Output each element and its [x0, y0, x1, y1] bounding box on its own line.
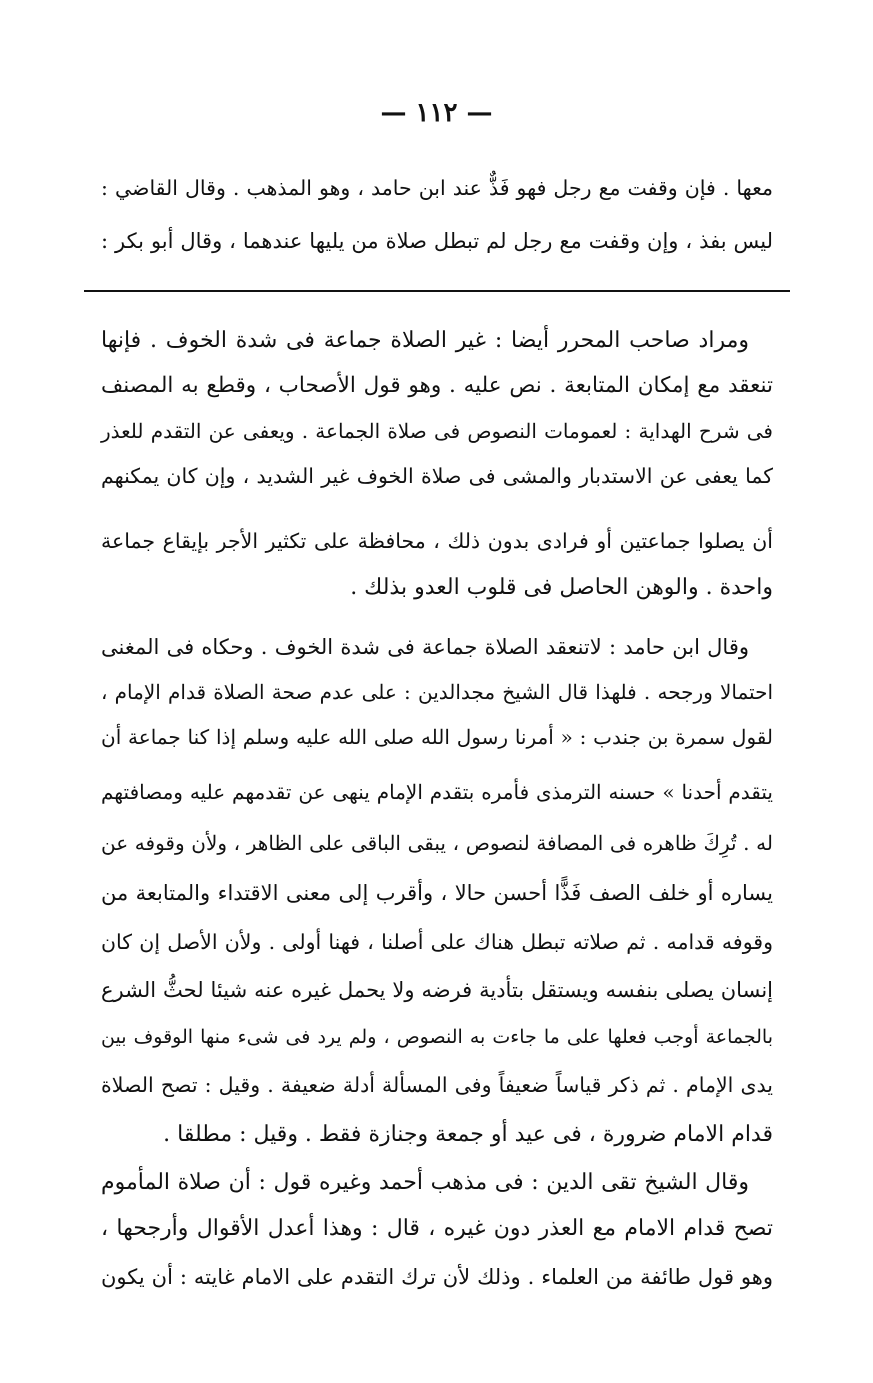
footnote-line: أن يصلوا جماعتين أو فرادى بدون ذلك ، محافظة على تكثير الأجر بإيقاع جماعة	[101, 529, 773, 553]
footnote-line: وقال الشيخ تقى الدين : فى مذهب أحمد وغيره قول : أن صلاة المأموم	[101, 1170, 749, 1195]
footnote-line: وهو قول طائفة من العلماء . وذلك لأن ترك التقدم على الامام غايته : أن يكون	[101, 1265, 773, 1289]
footnote-line: ومراد صاحب المحرر أيضا : غير الصلاة جماعة فى شدة الخوف . فإنها	[101, 328, 749, 353]
footnote-line: فى شرح الهداية : لعمومات النصوص فى صلاة الجماعة . ويعفى عن التقدم للعذر	[101, 419, 773, 443]
main-text-line: ليس بفذ ، وإن وقفت مع رجل لم تبطل صلاة من يليها عندهما ، وقال أبو بكر :	[101, 229, 773, 253]
footnote-line: إنسان يصلى بنفسه ويستقل بتأدية فرضه ولا يحمل غيره عنه شيئا لحثُّ الشرع	[101, 978, 773, 1002]
footnote-line: يتقدم أحدنا » حسنه الترمذى فأمره بتقدم الإمام ينهى عن تقدمهم عليه ومصافتهم	[101, 780, 773, 804]
footnote-line: وقوفه قدامه . ثم صلاته تبطل هناك على أصلنا ، فهنا أولى . ولأن الأصل إن كان	[101, 930, 773, 954]
footnote-divider	[84, 290, 790, 292]
footnote-line: تصح قدام الامام مع العذر دون غيره ، قال : وهذا أعدل الأقوال وأرجحها ،	[101, 1216, 774, 1241]
footnote-line: احتمالا ورجحه . فلهذا قال الشيخ مجدالدين : على عدم صحة الصلاة قدام الإمام ،	[101, 680, 773, 704]
main-text-line: معها . فإن وقفت مع رجل فهو فَذٌّ عند ابن حامد ، وهو المذهب . وقال القاضي :	[101, 176, 773, 200]
page-number: — ١١٢ —	[380, 98, 493, 128]
footnote-line: تنعقد مع إمكان المتابعة . نص عليه . وهو قول الأصحاب ، وقطع به المصنف	[101, 373, 773, 398]
footnote-line: قدام الامام ضرورة ، فى عيد أو جمعة وجنازة فقط . وقيل : مطلقا .	[163, 1122, 773, 1147]
footnote-line: له . تُرِكَ ظاهره فى المصافة لنصوص ، يبقى الباقى على الظاهر ، ولأن وقوفه عن	[101, 831, 773, 855]
footnote-line: يدى الإمام . ثم ذكر قياساً ضعيفاً وفى المسألة أدلة ضعيفة . وقيل : تصح الصلاة	[101, 1073, 773, 1097]
footnote-line: كما يعفى عن الاستدبار والمشى فى صلاة الخوف غير الشديد ، وإن كان يمكنهم	[101, 464, 773, 488]
footnote-line: واحدة . والوهن الحاصل فى قلوب العدو بذلك .	[350, 575, 773, 600]
footnote-line: يساره أو خلف الصف فَذًّا أحسن حالا ، وأقرب إلى معنى الاقتداء والمتابعة من	[101, 881, 773, 905]
footnote-line: لقول سمرة بن جندب : « أمرنا رسول الله صلى الله عليه وسلم إذا كنا جماعة أن	[101, 725, 773, 749]
footnote-line: وقال ابن حامد : لاتنعقد الصلاة جماعة فى شدة الخوف . وحكاه فى المغنى	[101, 635, 749, 659]
footnote-line: بالجماعة أوجب فعلها على ما جاءت به النصوص ، ولم يرد فى شىء منها الوقوف بين	[101, 1026, 773, 1048]
